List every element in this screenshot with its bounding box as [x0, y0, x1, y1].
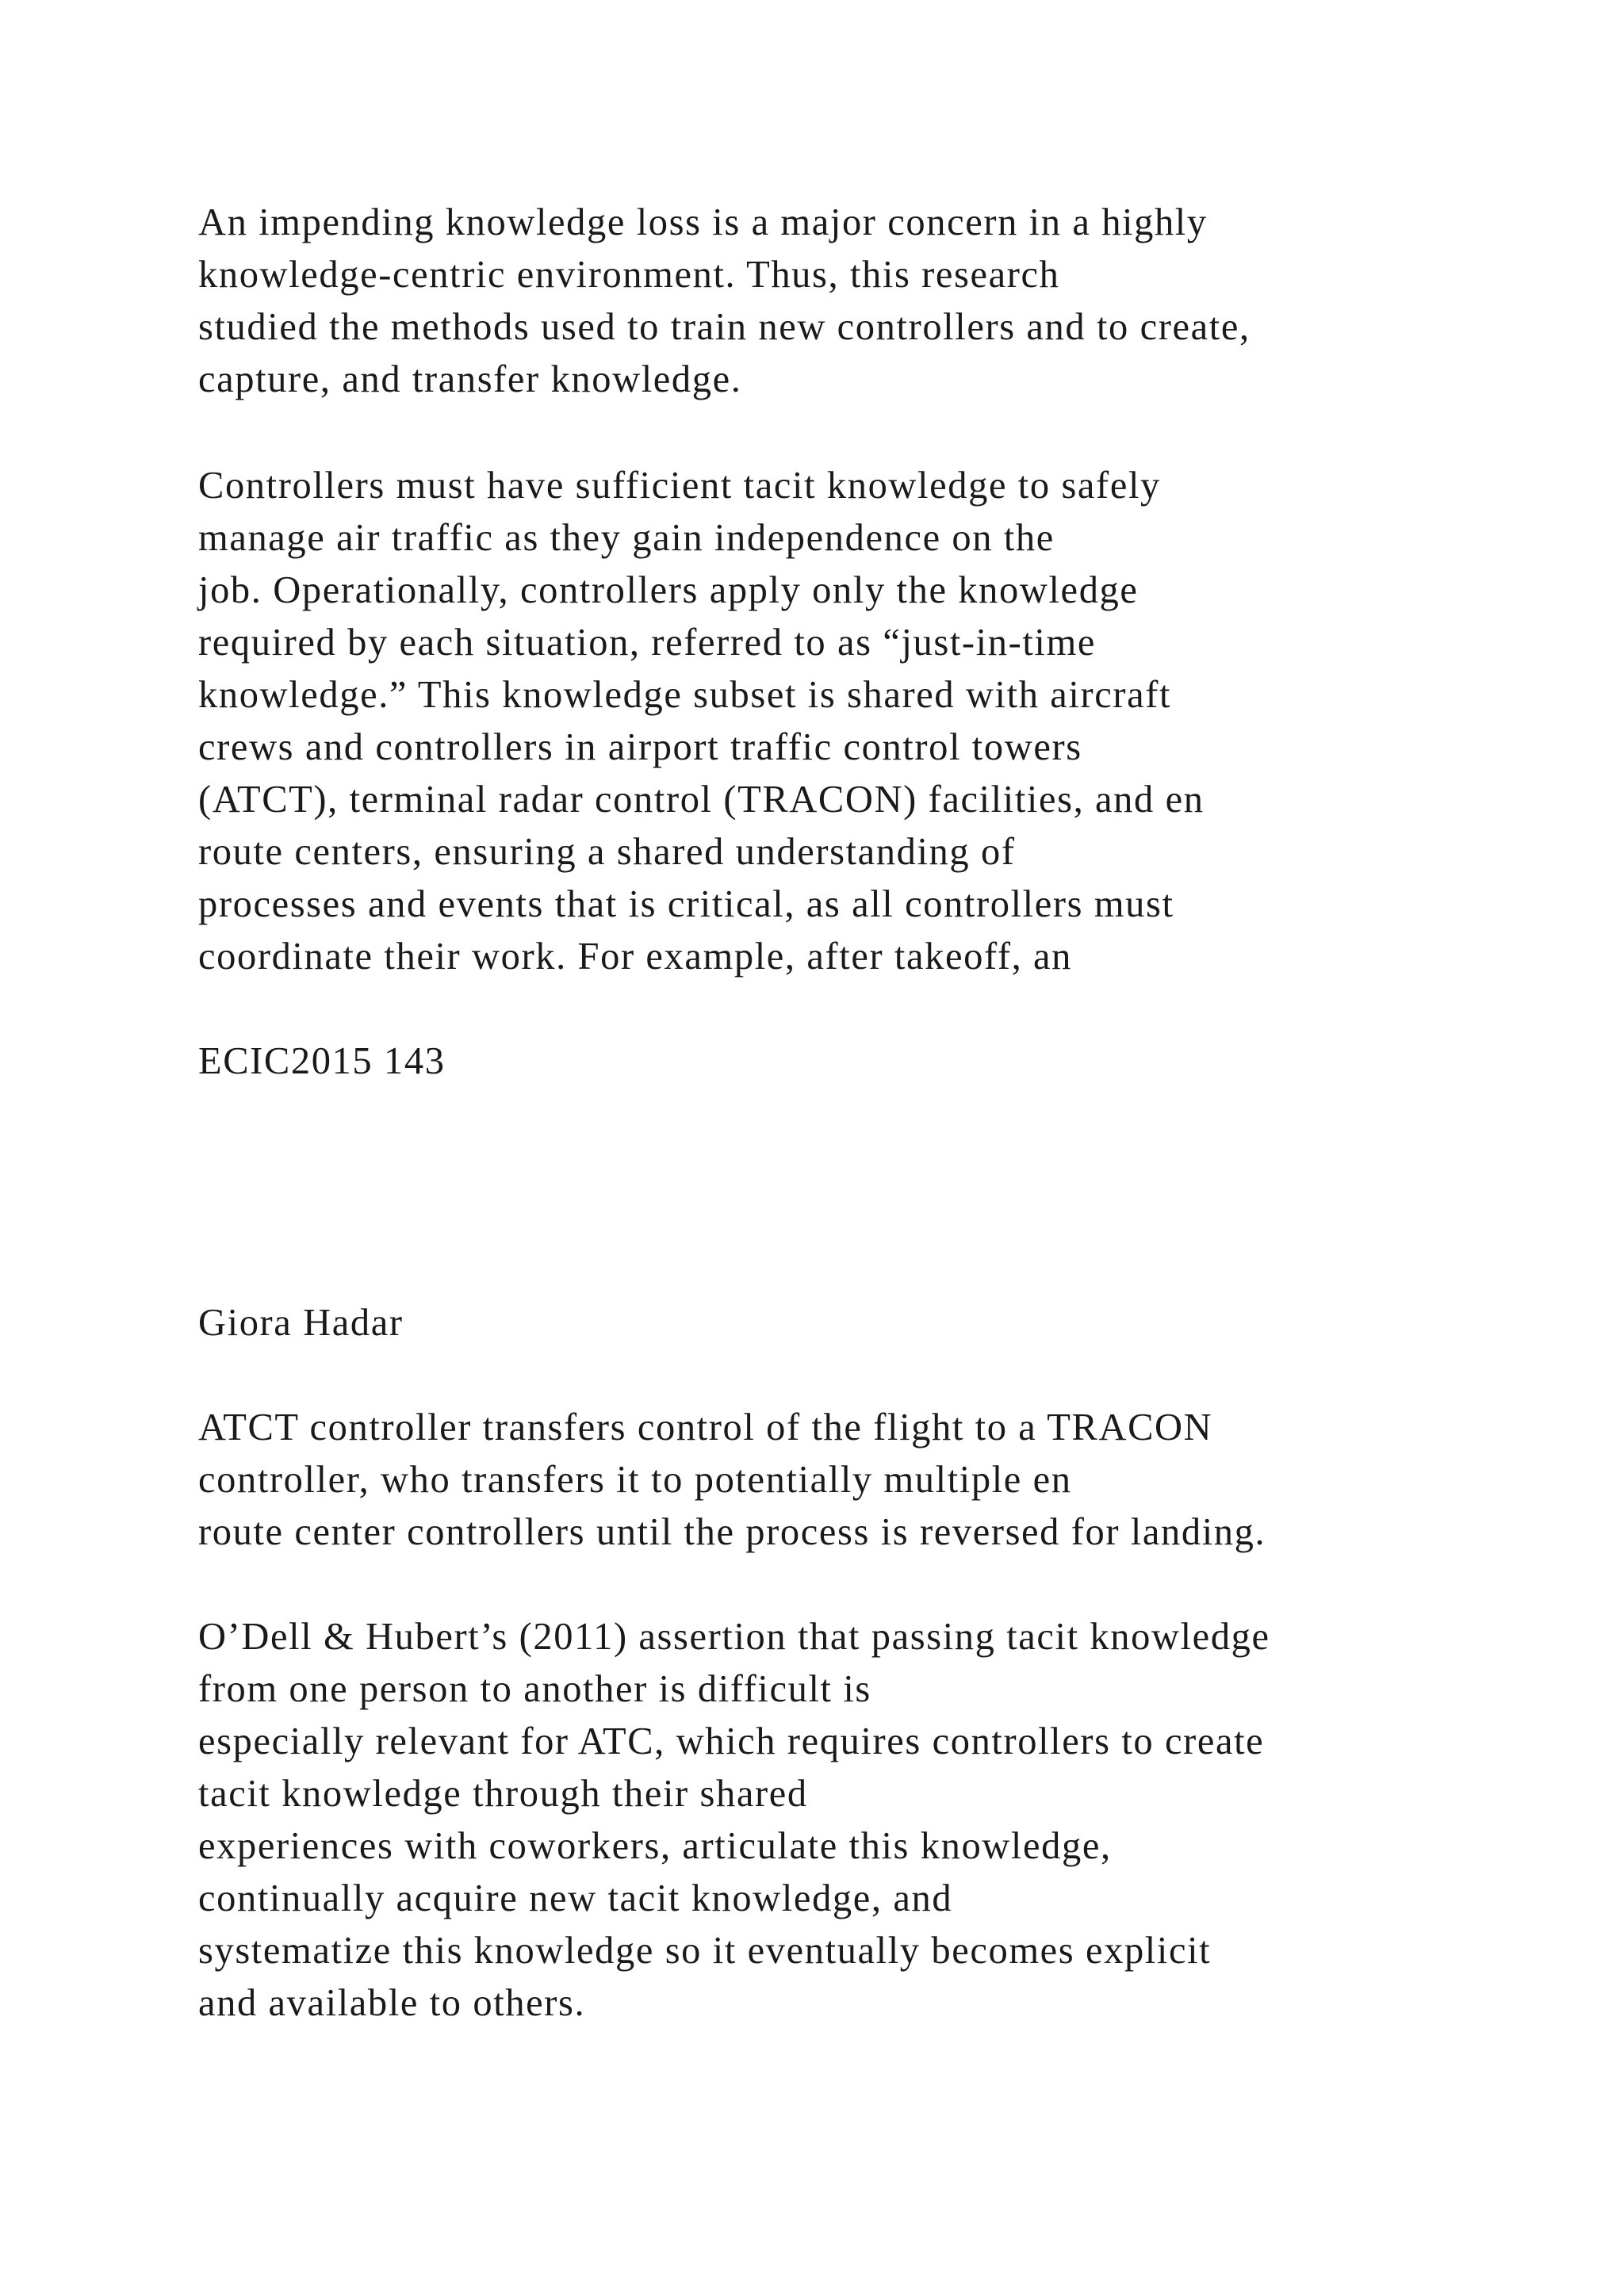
paragraph-3-line-2: controller, who transfers it to potentially multiple en: [198, 1459, 1072, 1501]
paragraph-2-line-6: crews and controllers in airport traffic control towers: [198, 726, 1082, 768]
paragraph-2-line-8: route centers, ensuring a shared understanding of: [198, 831, 1016, 873]
paragraph-1-line-1: An impending knowledge loss is a major concern in a highly: [198, 201, 1208, 243]
paragraph-1-line-4: capture, and transfer knowledge.: [198, 358, 742, 400]
paragraph-1-line-2: knowledge-centric environment. Thus, this research: [198, 254, 1060, 296]
paragraph-3-line-3: route center controllers until the process is reversed for landing.: [198, 1511, 1266, 1553]
paragraph-4-line-7: systematize this knowledge so it eventually becomes explicit: [198, 1930, 1212, 1972]
paragraph-2-line-4: required by each situation, referred to as “just-in-time: [198, 622, 1096, 664]
paragraph-4-line-2: from one person to another is difficult is: [198, 1668, 871, 1710]
paragraph-4-line-8: and available to others.: [198, 1982, 586, 2024]
paragraph-3-line-1: ATCT controller transfers control of the flight to a TRACON: [198, 1406, 1213, 1448]
paragraph-1-line-3: studied the methods used to train new controllers and to create,: [198, 306, 1251, 348]
running-header: Giora Hadar: [198, 1302, 404, 1344]
paragraph-2-line-7: (ATCT), terminal radar control (TRACON) facilities, and en: [198, 779, 1205, 821]
page-footer: ECIC2015 143: [198, 1040, 446, 1082]
paragraph-2-line-3: job. Operationally, controllers apply only the knowledge: [198, 569, 1139, 611]
paragraph-2-line-5: knowledge.” This knowledge subset is shared with aircraft: [198, 674, 1172, 716]
paragraph-4-line-6: continually acquire new tacit knowledge, and: [198, 1877, 953, 1919]
paragraph-2-line-9: processes and events that is critical, as all controllers must: [198, 883, 1174, 925]
paragraph-4-line-4: tacit knowledge through their shared: [198, 1773, 808, 1815]
paragraph-2-line-1: Controllers must have sufficient tacit knowledge to safely: [198, 465, 1161, 507]
paragraph-4-line-1: O’Dell & Hubert’s (2011) assertion that passing tacit knowledge: [198, 1616, 1270, 1658]
paragraph-4-line-5: experiences with coworkers, articulate this knowledge,: [198, 1825, 1112, 1867]
paragraph-2-line-2: manage air traffic as they gain independence on the: [198, 517, 1055, 559]
paragraph-2-line-10: coordinate their work. For example, after takeoff, an: [198, 936, 1072, 978]
paragraph-4-line-3: especially relevant for ATC, which requires controllers to create: [198, 1720, 1265, 1762]
